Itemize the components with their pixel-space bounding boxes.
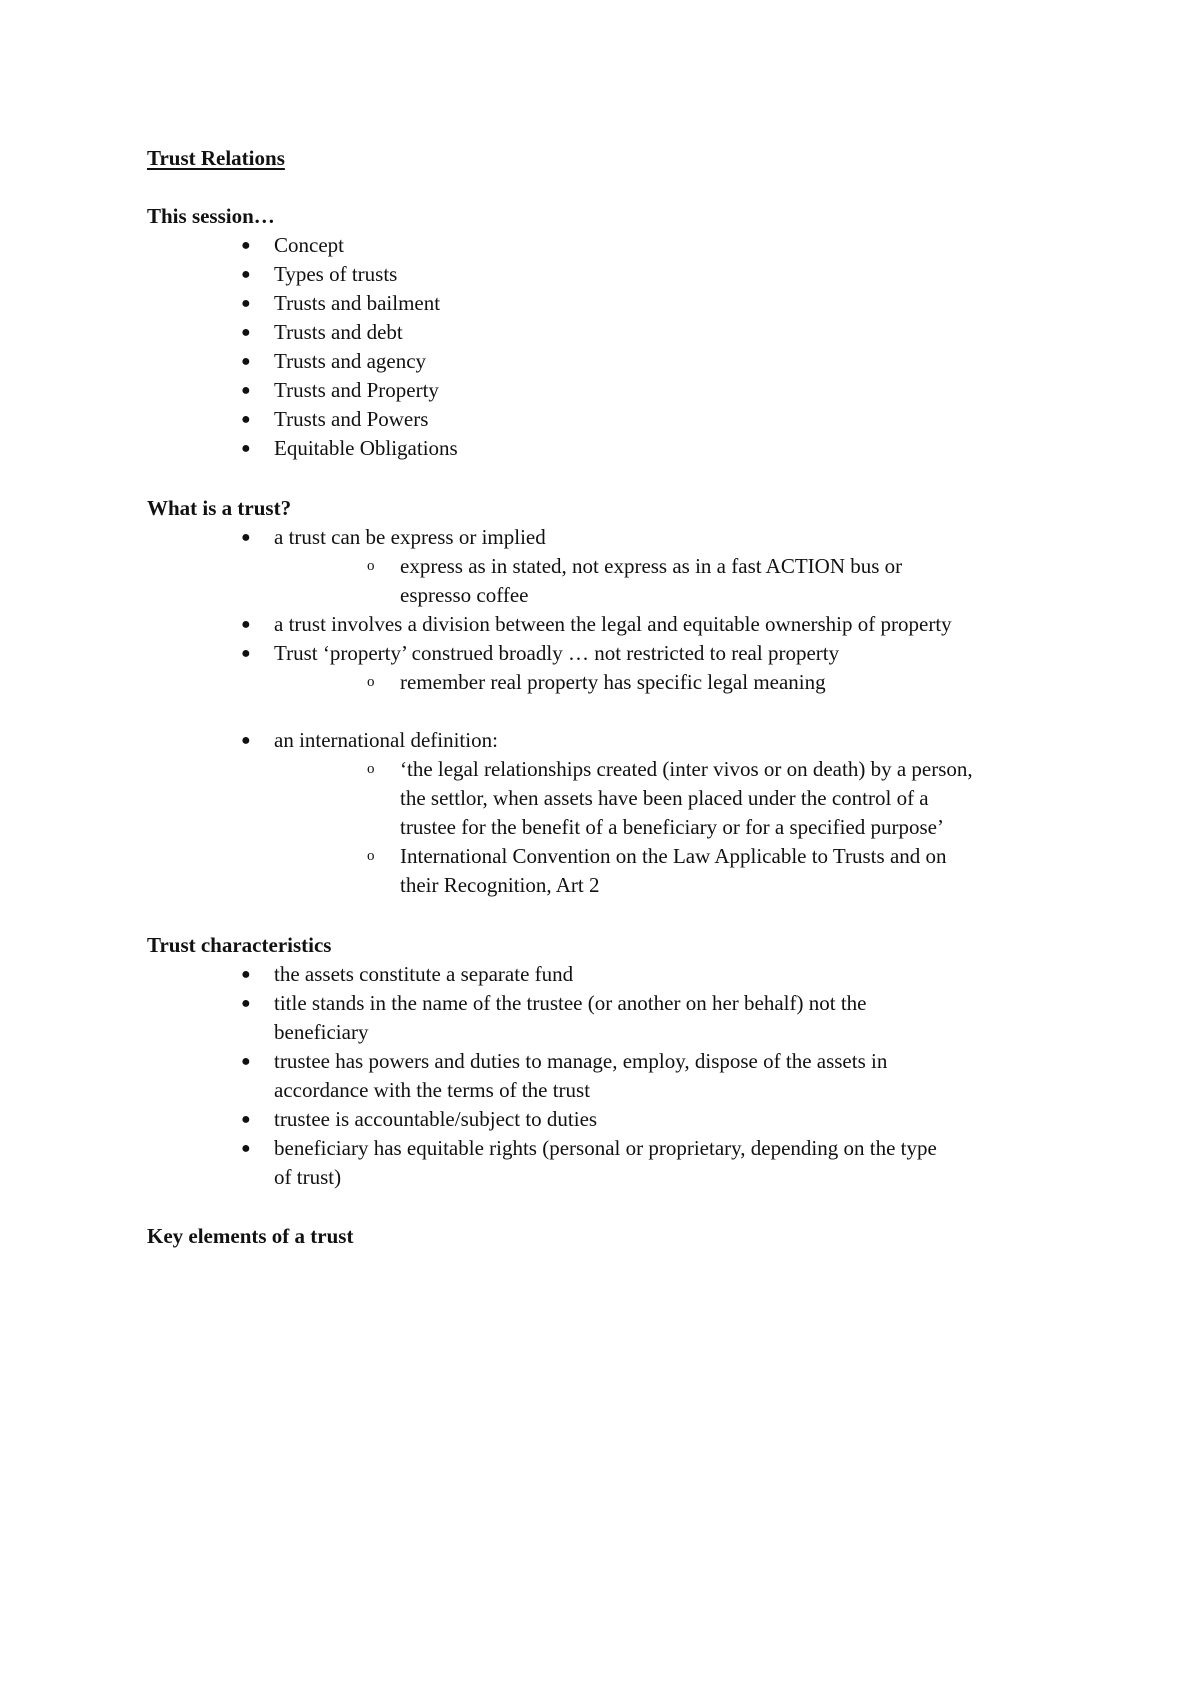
list-item: Trusts and Powers <box>274 407 429 431</box>
list-item: Trusts and agency <box>274 349 427 373</box>
list-item: Trust ‘property’ construed broadly … not restricted to real property <box>274 641 840 665</box>
bullet-dot: ● <box>241 324 251 341</box>
bullet-dot: ● <box>241 1140 251 1157</box>
bullet-dot: ● <box>241 529 251 546</box>
sub-list-item: express as in stated, not express as in a fast ACTION bus or <box>400 554 903 578</box>
bullet-dot: ● <box>241 382 251 399</box>
key-elements-heading: Key elements of a trust <box>147 1224 354 1248</box>
bullet-dot: ● <box>241 645 251 662</box>
list-item-continued: of trust) <box>274 1165 342 1189</box>
list-item: the assets constitute a separate fund <box>274 962 574 986</box>
bullet-dot: ● <box>241 266 251 283</box>
characteristics-heading: Trust characteristics <box>147 933 332 957</box>
sub-list-item: remember real property has specific legal meaning <box>400 670 826 694</box>
list-item-continued: accordance with the terms of the trust <box>274 1078 591 1102</box>
sub-bullet-circle: o <box>367 674 375 690</box>
list-item: Trusts and Property <box>274 378 439 402</box>
bullet-dot: ● <box>241 237 251 254</box>
sub-bullet-circle: o <box>367 848 375 864</box>
bullet-dot: ● <box>241 616 251 633</box>
list-item: a trust involves a division between the legal and equitable ownership of property <box>274 612 952 636</box>
list-item: Trusts and bailment <box>274 291 441 315</box>
bullet-dot: ● <box>241 295 251 312</box>
bullet-dot: ● <box>241 995 251 1012</box>
sub-list-item: International Convention on the Law Applicable to Trusts and on <box>400 844 947 868</box>
sub-bullet-circle: o <box>367 558 375 574</box>
list-item: trustee has powers and duties to manage, employ, dispose of the assets in <box>274 1049 888 1073</box>
bullet-dot: ● <box>241 440 251 457</box>
list-item-continued: beneficiary <box>274 1020 369 1044</box>
sub-bullet-circle: o <box>367 761 375 777</box>
bullet-dot: ● <box>241 1111 251 1128</box>
bullet-dot: ● <box>241 411 251 428</box>
list-item: Trusts and debt <box>274 320 403 344</box>
sub-list-item: ‘the legal relationships created (inter vivos or on death) by a person, <box>400 757 973 781</box>
document-title: Trust Relations <box>147 146 285 170</box>
list-item: Equitable Obligations <box>274 436 458 460</box>
bullet-dot: ● <box>241 353 251 370</box>
what-is-heading: What is a trust? <box>147 496 292 520</box>
sub-list-item-continued: the settlor, when assets have been placed under the control of a <box>400 786 929 810</box>
session-heading: This session… <box>147 204 275 228</box>
list-item: Types of trusts <box>274 262 398 286</box>
sub-list-item-continued: trustee for the benefit of a beneficiary or for a specified purpose’ <box>400 815 945 839</box>
sub-list-item-continued: espresso coffee <box>400 583 529 607</box>
list-item: an international definition: <box>274 728 498 752</box>
list-item: title stands in the name of the trustee (or another on her behalf) not the <box>274 991 867 1015</box>
sub-list-item-continued: their Recognition, Art 2 <box>400 873 600 897</box>
list-item: Concept <box>274 233 344 257</box>
bullet-dot: ● <box>241 966 251 983</box>
bullet-dot: ● <box>241 1053 251 1070</box>
list-item: trustee is accountable/subject to duties <box>274 1107 598 1131</box>
list-item: a trust can be express or implied <box>274 525 546 549</box>
list-item: beneficiary has equitable rights (personal or proprietary, depending on the type <box>274 1136 937 1160</box>
bullet-dot: ● <box>241 732 251 749</box>
